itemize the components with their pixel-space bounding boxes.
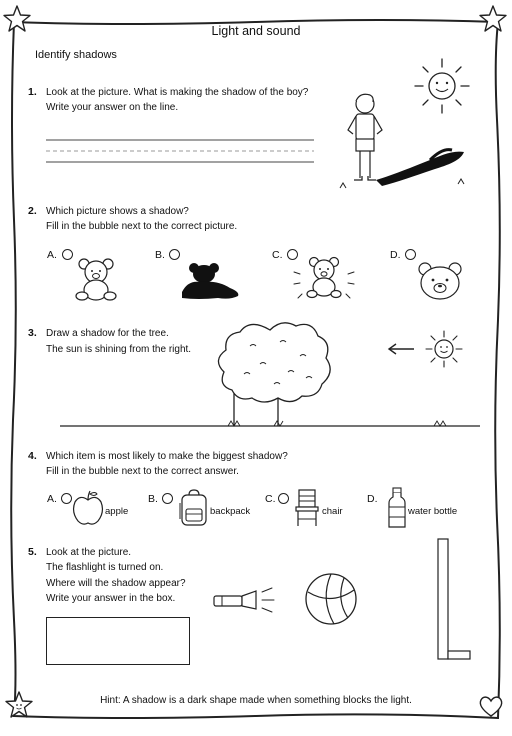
- question-text: Which picture shows a shadow?: [46, 206, 189, 217]
- water-bottle-icon: [387, 487, 407, 529]
- question-instruction: Fill in the bubble next to the correct picture.: [46, 221, 238, 232]
- flashlight-icon: [212, 588, 282, 612]
- answer-bubble[interactable]: [62, 249, 73, 260]
- sun-icon: [424, 329, 464, 369]
- option-letter: D.: [390, 249, 401, 261]
- bear-face-illustration: [416, 260, 464, 302]
- option-label: apple: [105, 506, 129, 517]
- question-number: 4.: [28, 450, 37, 462]
- option-label: backpack: [210, 506, 251, 517]
- option-letter: C.: [265, 493, 276, 505]
- tree-drawing-area[interactable]: [60, 312, 480, 432]
- answer-bubble[interactable]: [169, 249, 180, 260]
- question-instruction: Fill in the bubble next to the correct answer.: [46, 466, 239, 477]
- question-text: Where will the shadow appear?: [46, 578, 186, 589]
- question-number: 1.: [28, 86, 37, 98]
- option-letter: C.: [272, 249, 283, 261]
- bear-shadow-illustration: [178, 262, 242, 302]
- teddy-bear-illustration: [74, 256, 118, 302]
- answer-bubble[interactable]: [405, 249, 416, 260]
- option-label: chair: [322, 506, 343, 517]
- section-heading: Identify shadows: [35, 49, 117, 61]
- answer-bubble[interactable]: [61, 493, 72, 504]
- ball-icon: [304, 572, 358, 626]
- question-instruction: Write your answer on the line.: [46, 102, 179, 113]
- answer-lines[interactable]: [46, 136, 316, 166]
- question-text: Draw a shadow for the tree.: [46, 328, 169, 339]
- option-letter: B.: [155, 249, 165, 261]
- question-text: Which item is most likely to make the biggest shadow?: [46, 451, 288, 462]
- question-number: 3.: [28, 327, 37, 339]
- question-text: Look at the picture. What is making the shadow of the boy?: [46, 87, 309, 98]
- teddy-bear-in-light-illustration: [292, 254, 356, 304]
- question-text: The flashlight is turned on.: [46, 562, 164, 573]
- answer-bubble[interactable]: [162, 493, 173, 504]
- answer-bubble[interactable]: [278, 493, 289, 504]
- answer-box[interactable]: [46, 617, 190, 665]
- hint-text: Hint: A shadow is a dark shape made when something blocks the light.: [100, 695, 412, 706]
- option-letter: A.: [47, 493, 57, 505]
- wall-and-floor-illustration: [436, 538, 476, 664]
- page-title: Light and sound: [211, 24, 301, 38]
- question-text: Look at the picture.: [46, 547, 132, 558]
- option-label: water bottle: [408, 506, 458, 517]
- question-instruction: Write your answer in the box.: [46, 593, 176, 604]
- chair-icon: [294, 489, 320, 527]
- left-arrow-icon: [386, 343, 416, 355]
- question-number: 5.: [28, 546, 37, 558]
- option-letter: A.: [47, 249, 57, 261]
- apple-icon: [72, 490, 104, 526]
- question-number: 2.: [28, 205, 37, 217]
- option-letter: B.: [148, 493, 158, 505]
- option-letter: D.: [367, 493, 378, 505]
- question-instruction: The sun is shining from the right.: [46, 344, 192, 355]
- backpack-icon: [179, 489, 209, 527]
- boy-with-shadow-illustration: [340, 84, 470, 194]
